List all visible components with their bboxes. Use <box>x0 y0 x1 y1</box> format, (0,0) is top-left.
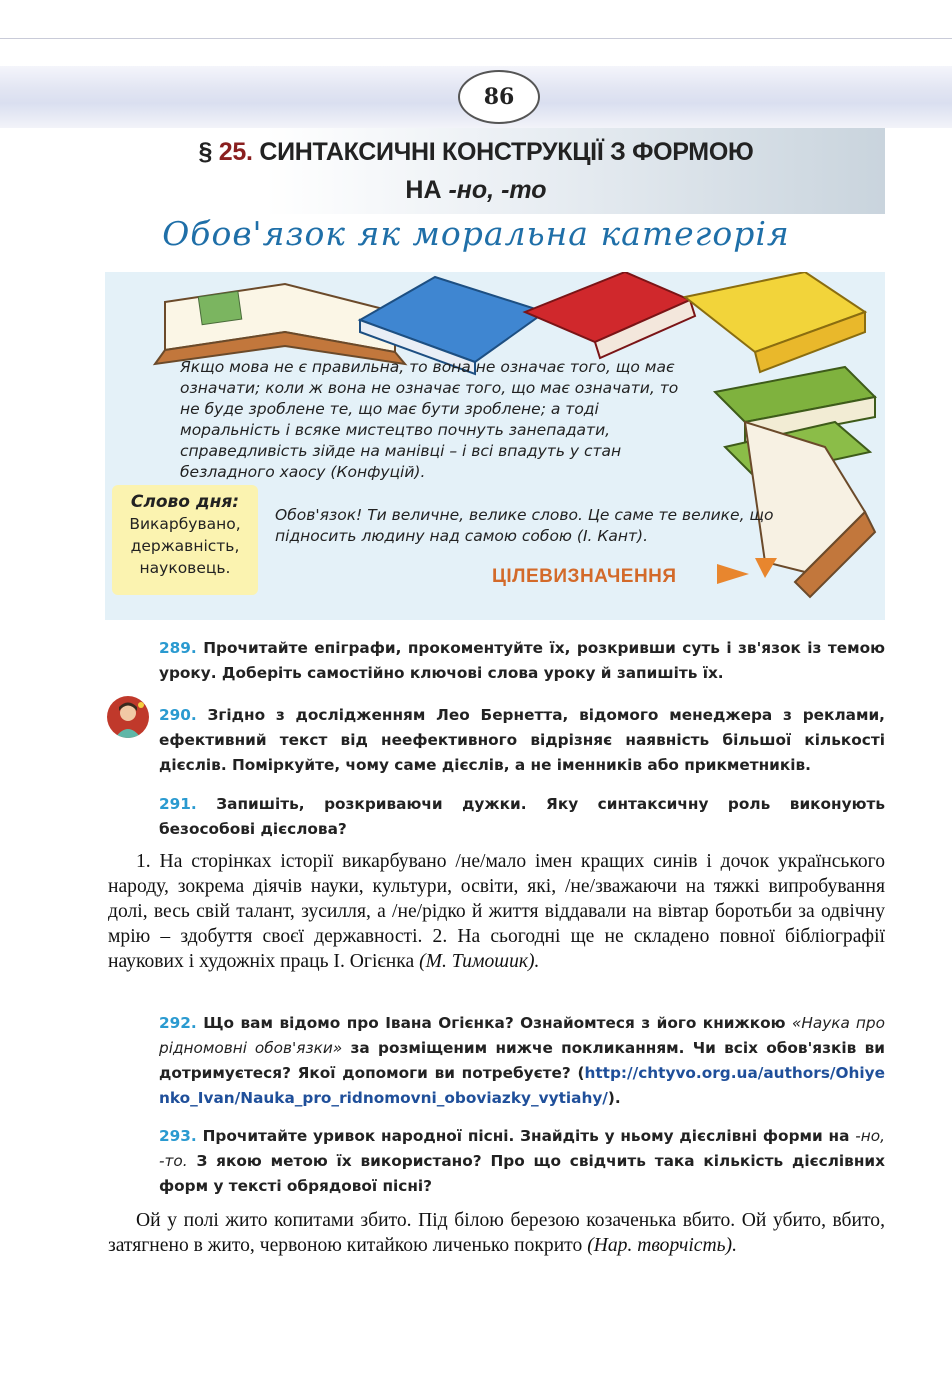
title-prefix: НА <box>405 176 442 204</box>
verb-form: -но, <box>855 1127 886 1145</box>
exercise-291-text <box>108 849 885 974</box>
section-title-line1: СИНТАКСИЧНІ КОНСТРУКЦІЇ З ФОРМОЮ <box>259 138 754 166</box>
task-text: за розміщеним нижче покликанням. Чи всіх обов'язків ви дотримуєтеся? Якої допомоги ви потребуєте? ( <box>159 1039 885 1082</box>
word-of-the-day-item: науковець. <box>139 559 231 577</box>
task-291 <box>159 792 885 842</box>
goal-setting-label: ЦІЛЕВИЗНАЧЕННЯ <box>492 566 677 587</box>
task-number: 290. <box>159 706 197 724</box>
verb-form: -то. <box>159 1152 188 1170</box>
task-number: 293. <box>159 1127 197 1145</box>
task-290 <box>159 703 885 778</box>
task-289 <box>159 636 885 686</box>
word-of-the-day-label: Слово дня: <box>130 492 240 512</box>
task-293 <box>159 1124 885 1199</box>
exercise-291-body: 1. На сторінках історії викарбувано /не/мало імен кращих синів і дочок українського народу, зокрема діячів науки, культури, освіти, які, /не/зважаючи на тяжкі випробування долі, весь свій талант, зусилля, а /не/рідко й життя віддавали на вівтар боротьби за одвічну мрію – здобуття своєї державності. 2. На сьогодні ще не складено повної бібліографії наукових і художніх праць І. Огієнка <box>108 851 885 972</box>
lesson-motto: Обов'язок як моральна категорія <box>162 214 790 253</box>
page-number: 86 <box>458 70 540 124</box>
folk-song-body: Ой у полі жито копитами збито. Під білою березою козаченька вбито. Ой убито, вбито, затягнено в жито, червоною китайкою личенько покрито <box>108 1210 885 1256</box>
section-title-line2 <box>0 176 952 205</box>
section-number: 25. <box>218 138 253 166</box>
word-of-the-day-item: державність, <box>130 537 240 555</box>
section-sign: § <box>198 138 213 166</box>
task-292 <box>159 1011 885 1111</box>
book-title: «Наука про рідномовні обов'язки» <box>159 1014 885 1057</box>
task-text: Що вам відомо про Івана Огієнка? Ознайомтеся з його книжкою <box>203 1014 786 1032</box>
teacher-icon <box>107 696 149 738</box>
confucius-quote: Якщо мова не є правильна, то вона не означає того, що має означати; коли ж вона не означає того, що має означати, то не буде зроблене те, що має бути зроблене; а тоді моральність і всяке мистецтво почнуть занепадати, справедливість зійде на манівці – і всі впадуть у стан безладного хаосу (Конфуцій). <box>180 358 679 481</box>
task-text: З якою метою їх використано? Про що свідчить така кількість дієслівних форм у тексті обрядової пісні? <box>159 1152 886 1195</box>
task-number: 291. <box>159 795 197 813</box>
folk-song-text <box>108 1208 885 1258</box>
task-text: ). <box>607 1089 621 1107</box>
folk-song-source: (Нар. творчість). <box>587 1235 737 1256</box>
task-text: Запишіть, розкриваючи дужки. Яку синтаксичну роль виконують безособові дієслова? <box>159 795 886 838</box>
header-line-top <box>0 38 952 39</box>
word-of-the-day-item: Викарбувано, <box>129 515 241 533</box>
task-text: Прочитайте уривок народної пісні. Знайдіть у ньому дієслівні форми на <box>202 1127 850 1145</box>
task-text: Прочитайте епіграфи, прокоментуйте їх, розкривши суть і зв'язок із темою уроку. Доберіть самостійно ключові слова уроку й запишіть їх. <box>159 639 886 682</box>
task-text: Згідно з дослідженням Лео Бернетта, відомого менеджера з реклами, ефективний текст від неефективного відрізняє наявність більшої кількості дієслів. Поміркуйте, чому саме дієслів, а не іменників або прикметників. <box>159 706 885 774</box>
title-forms: -но, -то <box>448 176 547 204</box>
task-number: 289. <box>159 639 197 657</box>
section-title <box>0 138 952 167</box>
word-of-the-day-card <box>112 485 258 595</box>
task-number: 292. <box>159 1014 197 1032</box>
exercise-291-source: (М. Тимошик). <box>419 951 540 972</box>
book-link[interactable]: http://chtyvo.org.ua/authors/Ohiyenko_Ivan/Nauka_pro_ridnomovni_oboviazky_vytiahy/ <box>159 1064 885 1107</box>
kant-quote: Обов'язок! Ти величне, велике слово. Це саме те велике, що підносить людину над самою собою (І. Кант). <box>275 506 774 545</box>
